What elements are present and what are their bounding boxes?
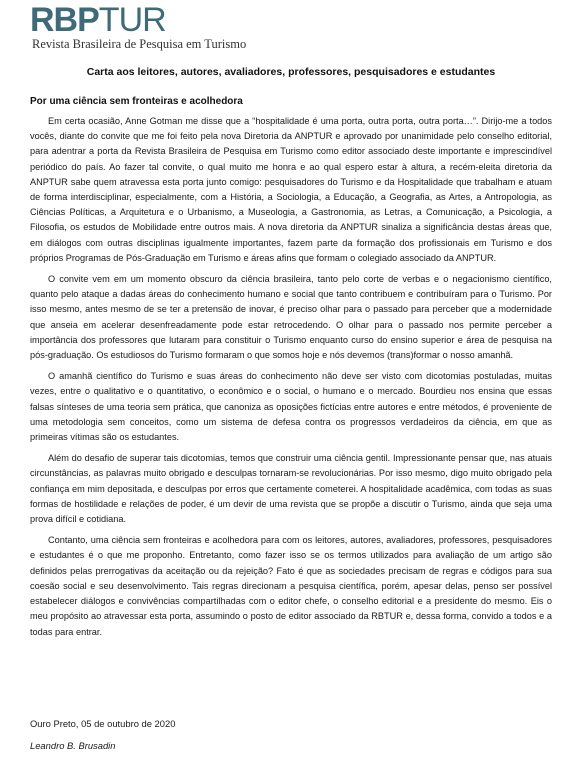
- logo-mark-main: RBP: [30, 1, 99, 39]
- logo-mark-suffix: TUR: [98, 1, 166, 39]
- section-heading: Por uma ciência sem fronteiras e acolhedora: [30, 96, 243, 107]
- place-date: Ouro Preto, 05 de outubro de 2020: [30, 718, 176, 729]
- logo-subtitle: Revista Brasileira de Pesquisa em Turismo: [32, 37, 247, 51]
- body-paragraph: Além do desafio de superar tais dicotomias, temos que construir uma ciência gentil. Impressionante pensar que, nas atuais circunstâncias, as palavras muito obrigado e desculpas tornaram-se revolucionárias. Por isso mesmo, digo muito obrigado pela confiança em mim depositada, e desculpas por erros que certamente cometerei. A hospitalidade acadêmica, com todas as suas formas de hostilidade e relações de poder, é um devir de uma revista que se propõe a discutir o Turismo, ainda que seja uma prova difícil e cotidiana.: [30, 453, 552, 525]
- logo-wordmark: [30, 2, 166, 38]
- body-paragraph: Em certa ocasião, Anne Gotman me disse que a “hospitalidade é uma porta, outra porta, outra porta…”. Dirijo-me a todos vocês, diante do convite que me foi feito pela nova Diretoria da ANPTUR e aprovado por unanimidade pelo conselho editorial, para adentrar a porta da Revista Brasileira de Pesquisa em Turismo como editor associado deste importante e imprescindível periódico do país. Ao fazer tal convite, o qual muito me honra e ao qual espero estar à altura, a recém-eleita diretoria da ANPTUR sabe quem atravessa esta porta junto comigo: pesquisadores do Turismo e da Hospitalidade que trabalham e atuam de forma interdisciplinar, especialmente, com a História, a Sociologia, a Educação, a Geografia, as Artes, a Antropologia, as Ciências Políticas, a Arquitetura e o Urbanismo, a Museologia, a Gastronomia, as Letras, a Comunicação, a Psicologia, a Filosofia, os estudos de Mobilidade entre outros mais. A nova diretoria da ANPTUR sinaliza a significância destas áreas que, em diálogos com outras disciplinas igualmente importantes, fazem parte da formação dos profissionais em Turismo e dos próprios Programas de Pós-Graduação em Turismo e áreas afins que formam o colegiado associado da ANPTUR.: [30, 116, 552, 263]
- body-paragraph: O convite vem em um momento obscuro da ciência brasileira, tanto pelo corte de verbas e o negacionismo científico, quanto pelo ataque a dadas áreas do conhecimento humano e social que tanto contribuem e contribuíram para o Turismo. Por isso mesmo, antes mesmo de se ter a pretensão de inovar, é preciso olhar para o passado para perceber que a modernidade que anseia em acelerar desenfreadamente pode estar retrocedendo. O olhar para o passado nos permite perceber a importância dos professores que lutaram para constituir o Turismo enquanto curso do ensino superior e área de pesquisa na pós-graduação. Os estudiosos do Turismo formaram o que somos hoje e nós devemos (trans)formar o nosso amanhã.: [30, 274, 552, 361]
- signature: Leandro B. Brusadin: [30, 740, 116, 751]
- letter-body: [30, 114, 552, 646]
- letter-title: Carta aos leitores, autores, avaliadores, professores, pesquisadores e estudantes: [86, 66, 496, 78]
- body-paragraph: O amanhã científico do Turismo e suas áreas do conhecimento não deve ser visto com dicotomias postuladas, muitas vezes, entre o qualitativo e o quantitativo, o econômico e o social, o humano e o mercado. Bourdieu nos ensina que essas falsas sínteses de uma teoria sem prática, que canoniza as oposições fictícias entre autores e entre métodos, é proveniente de uma metodologia sem conceitos, como um sistema de defesa contra os progressos verdadeiros da ciência, em que as primeiras vítimas são os estudantes.: [30, 371, 552, 443]
- body-paragraph: Contanto, uma ciência sem fronteiras e acolhedora para com os leitores, autores, avaliadores, professores, pesquisadores e estudantes é o que me proponho. Entretanto, como fazer isso se os termos utilizados para avaliação de um artigo são definidos pelas prerrogativas da aceitação ou da rejeição? Fato é que as sociedades precisam de regras e códigos para sua coesão social e seu desenvolvimento. Tais regras direcionam a pesquisa científica, porém, apesar delas, penso ser possível estabelecer diálogos e convivências compartilhadas com o editor chefe, o conselho editorial e a presidente do mesmo. Eis o meu propósito ao atravessar esta porta, assumindo o posto de editor associado da RBTUR e, dessa forma, convido a todos e a todas para entrar.: [30, 535, 552, 637]
- journal-logo: [30, 2, 270, 54]
